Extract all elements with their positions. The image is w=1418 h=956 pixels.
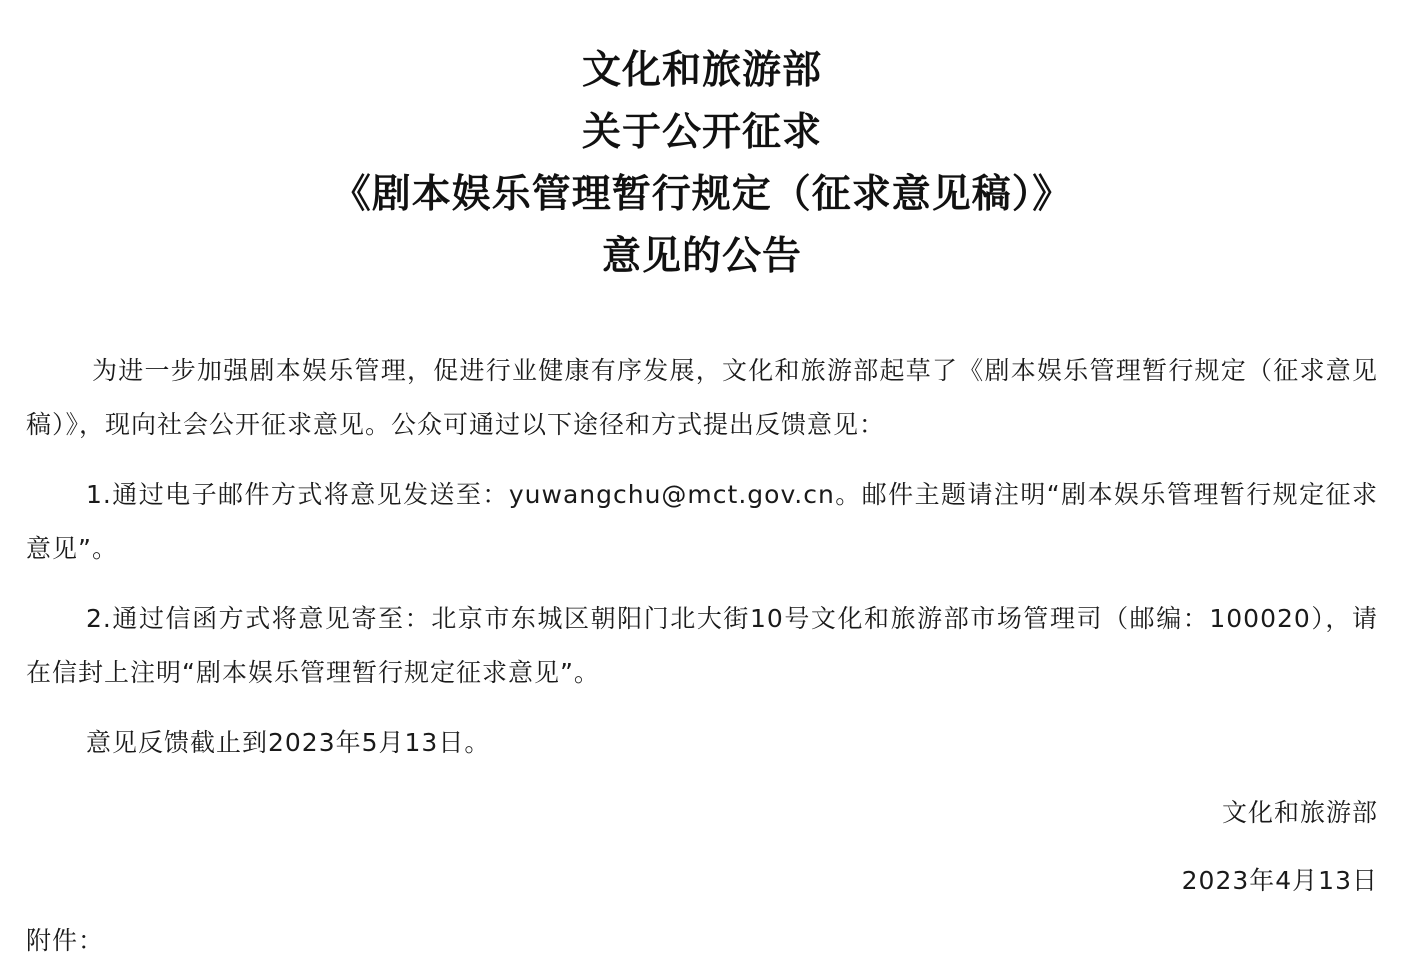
paragraph-deadline: 意见反馈截止到2023年5月13日。	[86, 728, 491, 757]
title-line-announcement: 意见的公告	[601, 234, 802, 279]
signature-date: 2023年4月13日	[1181, 866, 1378, 895]
announcement-document	[26, 0, 1378, 908]
paragraph-email-method: 1.通过电子邮件方式将意见发送至：yuwangchu@mct.gov.cn。邮件主题请注明“剧本娱乐管理暂行规定征求意见”。	[26, 480, 1378, 563]
paragraph-intro: 为进一步加强剧本娱乐管理，促进行业健康有序发展，文化和旅游部起草了《剧本娱乐管理暂行规定（征求意见稿）》，现向社会公开征求意见。公众可通过以下途径和方式提出反馈意见：	[26, 356, 1378, 439]
title-line-subject: 关于公开征求	[581, 110, 822, 155]
title-line-ministry: 文化和旅游部	[581, 48, 822, 93]
document-title	[26, 0, 1378, 288]
document-body	[26, 344, 1378, 770]
signature-org: 文化和旅游部	[1221, 798, 1378, 827]
attachment-label: 附件：	[26, 926, 105, 955]
signature-block	[26, 786, 1378, 908]
title-line-regulation: 《剧本娱乐管理暂行规定（征求意见稿）》	[331, 172, 1073, 217]
paragraph-mail-method: 2.通过信函方式将意见寄至：北京市东城区朝阳门北大街10号文化和旅游部市场管理司（邮编：100020），请在信封上注明“剧本娱乐管理暂行规定征求意见”。	[26, 604, 1378, 687]
